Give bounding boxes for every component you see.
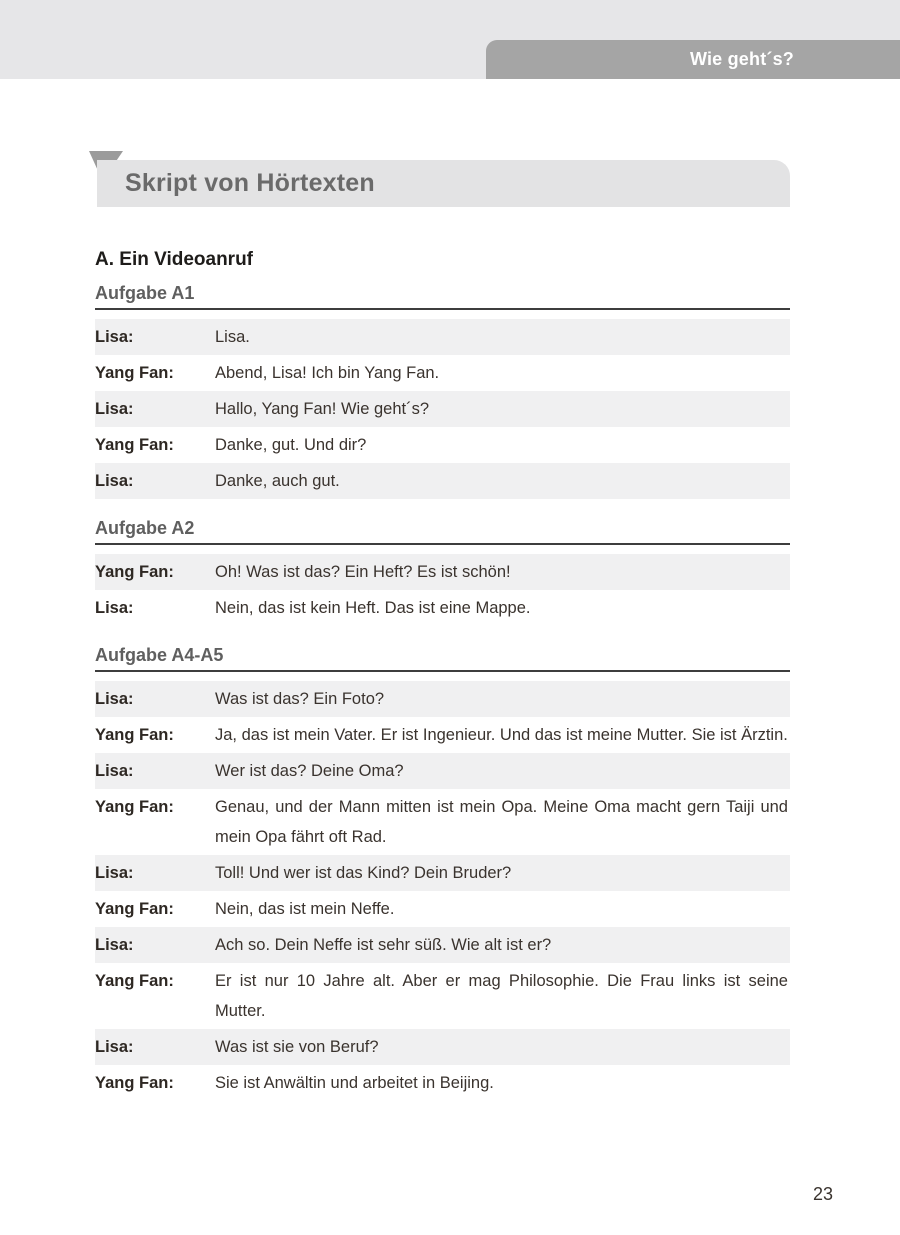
dialogue-text: Sie ist Anwältin und arbeitet in Beijing.	[215, 1074, 494, 1092]
chapter-tab-label: Wie geht´s?	[689, 49, 794, 69]
page-number: 23	[812, 1184, 833, 1204]
dialogue-text: Ach so. Dein Neffe ist sehr süß. Wie alt ist er?	[215, 936, 552, 954]
dialogue-text: Danke, auch gut.	[215, 472, 340, 490]
dialogue-row	[95, 753, 790, 789]
dialogue-row	[95, 891, 790, 927]
aufgabe-heading: Aufgabe A4-A5	[95, 645, 790, 672]
dialogue-row	[95, 963, 790, 1029]
dialogue-row	[95, 681, 790, 717]
dialogue-text: Nein, das ist kein Heft. Das ist eine Mappe.	[215, 599, 531, 617]
dialogue-text: Was ist das? Ein Foto?	[215, 690, 385, 708]
dialogue-text: Er ist nur 10 Jahre alt. Aber er mag Philosophie. Die Frau links ist seine Mutter.	[215, 972, 788, 1020]
aufgabe-section	[95, 645, 790, 1101]
dialogue-row	[95, 855, 790, 891]
speaker-label: Yang Fan:	[95, 563, 174, 581]
dialogue-text: Ja, das ist mein Vater. Er ist Ingenieur. Und das ist meine Mutter. Sie ist Ärztin.	[215, 726, 788, 744]
title-banner	[97, 160, 790, 207]
dialogue-text: Wer ist das? Deine Oma?	[215, 762, 404, 780]
dialogue-text: Nein, das ist mein Neffe.	[215, 900, 395, 918]
speaker-label: Yang Fan:	[95, 726, 174, 744]
dialogue-text: Genau, und der Mann mitten ist mein Opa. Meine Oma macht gern Taiji und mein Opa fährt oft Rad.	[215, 798, 788, 846]
speaker-label: Lisa:	[95, 936, 134, 954]
dialogue-text: Toll! Und wer ist das Kind? Dein Bruder?	[215, 864, 512, 882]
section-title: A. Ein Videoanruf	[95, 249, 254, 270]
speaker-label: Yang Fan:	[95, 364, 174, 382]
dialogue-row	[95, 717, 790, 753]
aufgabe-heading: Aufgabe A2	[95, 518, 790, 545]
dialogue-row	[95, 554, 790, 590]
dialogue-row	[95, 927, 790, 963]
aufgabe-section	[95, 518, 790, 626]
dialogue-text: Was ist sie von Beruf?	[215, 1038, 379, 1056]
chapter-tab	[486, 40, 900, 79]
speaker-label: Yang Fan:	[95, 972, 174, 990]
speaker-label: Lisa:	[95, 472, 134, 490]
sections	[95, 283, 790, 1101]
dialogue-row	[95, 391, 790, 427]
dialogue-rows	[95, 554, 790, 626]
dialogue-rows	[95, 681, 790, 1101]
dialogue-row	[95, 463, 790, 499]
speaker-label: Lisa:	[95, 864, 134, 882]
page-content	[95, 249, 790, 1120]
speaker-label: Yang Fan:	[95, 900, 174, 918]
aufgabe-heading: Aufgabe A1	[95, 283, 790, 310]
dialogue-rows	[95, 319, 790, 499]
speaker-label: Yang Fan:	[95, 1074, 174, 1092]
dialogue-row	[95, 590, 790, 626]
dialogue-text: Hallo, Yang Fan! Wie geht´s?	[215, 400, 430, 418]
aufgabe-section	[95, 283, 790, 499]
speaker-label: Lisa:	[95, 1038, 134, 1056]
speaker-label: Yang Fan:	[95, 436, 174, 454]
dialogue-row	[95, 1065, 790, 1101]
dialogue-row	[95, 355, 790, 391]
speaker-label: Lisa:	[95, 690, 134, 708]
dialogue-row	[95, 427, 790, 463]
speaker-label: Lisa:	[95, 328, 134, 346]
speaker-label: Lisa:	[95, 400, 134, 418]
speaker-label: Lisa:	[95, 599, 134, 617]
speaker-label: Lisa:	[95, 762, 134, 780]
dialogue-text: Lisa.	[215, 328, 250, 346]
dialogue-text: Oh! Was ist das? Ein Heft? Es ist schön!	[215, 563, 511, 581]
page-title: Skript von Hörtexten	[125, 169, 375, 197]
dialogue-text: Danke, gut. Und dir?	[215, 436, 367, 454]
dialogue-row	[95, 319, 790, 355]
dialogue-row	[95, 1029, 790, 1065]
speaker-label: Yang Fan:	[95, 798, 174, 816]
dialogue-text: Abend, Lisa! Ich bin Yang Fan.	[215, 364, 440, 382]
dialogue-row	[95, 789, 790, 855]
